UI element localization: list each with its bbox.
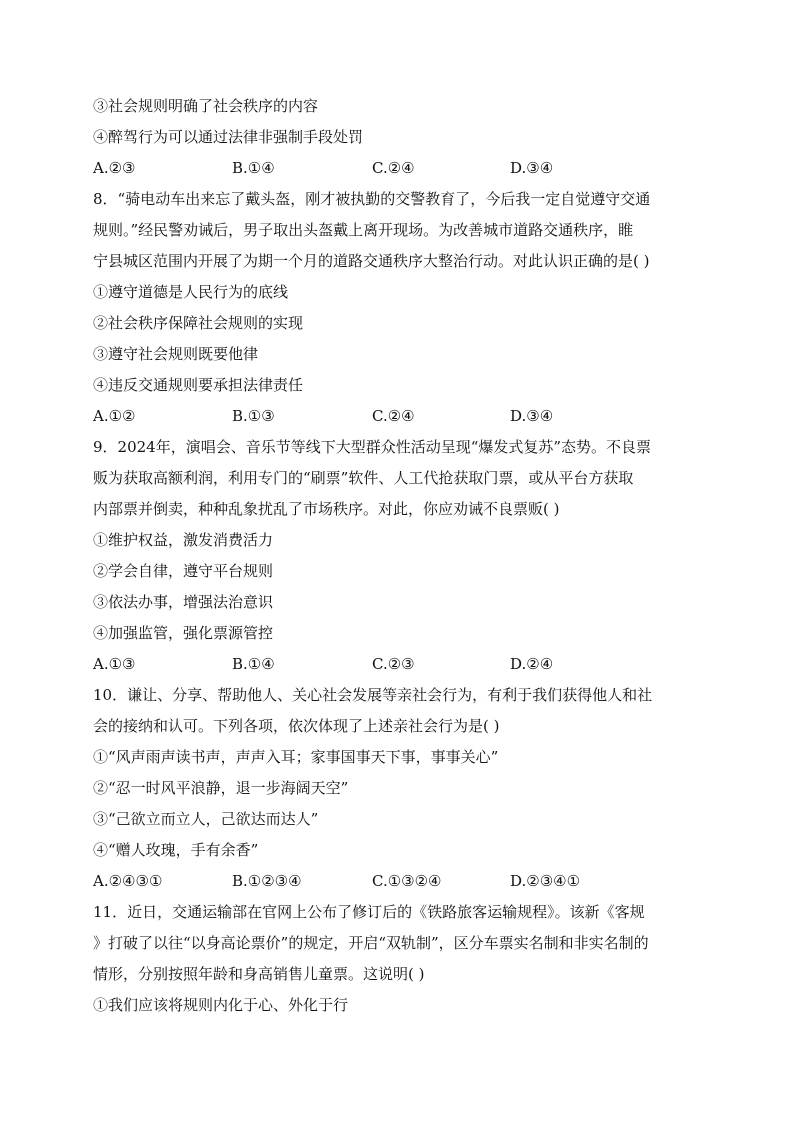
q10-statement-3: ③“己欲立而立人，己欲达而达人” bbox=[93, 810, 319, 828]
q9-stem-line-2: 贩为获取高额利润，利用专门的“刷票”软件、人工代抢获取门票，或从平台方获取 bbox=[93, 469, 634, 487]
q7-option-d[interactable]: D.③④ bbox=[510, 159, 554, 177]
q11-stem-line-3: 情形，分别按照年龄和身高销售儿童票。这说明( ) bbox=[93, 965, 425, 983]
q8-stem-line-1: 8．“骑电动车出来忘了戴头盔，刚才被执勤的交警教育了，今后我一定自觉遵守交通 bbox=[93, 190, 651, 208]
q10-option-d[interactable]: D.②③④① bbox=[510, 872, 581, 890]
q9-stem-line-3: 内部票并倒卖，种种乱象扰乱了市场秩序。对此，你应劝诫不良票贩( ) bbox=[93, 500, 560, 518]
q8-statement-1: ①遵守道德是人民行为的底线 bbox=[93, 283, 289, 301]
q9-stem-line-1: 9．2024年，演唱会、音乐节等线下大型群众性活动呈现“爆发式复苏”态势。不良票 bbox=[93, 438, 652, 456]
q10-statement-2: ②“忍一时风平浪静，退一步海阔天空” bbox=[93, 779, 349, 797]
q8-statement-4: ④违反交通规则要承担法律责任 bbox=[93, 376, 304, 394]
q9-option-d[interactable]: D.②④ bbox=[510, 655, 554, 673]
q9-option-b[interactable]: B.①④ bbox=[232, 655, 275, 673]
q8-option-b[interactable]: B.①③ bbox=[232, 407, 275, 425]
q9-option-a[interactable]: A.①③ bbox=[93, 655, 136, 673]
q8-option-c[interactable]: C.②④ bbox=[372, 407, 415, 425]
q9-options bbox=[93, 654, 713, 674]
q8-stem-line-3: 宁县城区范围内开展了为期一个月的道路交通秩序大整治行动。对此认识正确的是( ) bbox=[93, 252, 650, 270]
q7-option-c[interactable]: C.②④ bbox=[372, 159, 415, 177]
q10-statement-1: ①“风声雨声读书声，声声入耳；家事国事天下事，事事关心” bbox=[93, 748, 499, 766]
q7-options bbox=[93, 158, 713, 178]
q8-stem-line-2: 规则。”经民警劝诫后，男子取出头盔戴上离开现场。为改善城市道路交通秩序，睢 bbox=[93, 221, 634, 239]
q9-statement-2: ②学会自律，遵守平台规则 bbox=[93, 562, 274, 580]
q11-statement-1: ①我们应该将规则内化于心、外化于行 bbox=[93, 996, 349, 1014]
q10-statement-4: ④“赠人玫瑰，手有余香” bbox=[93, 841, 259, 859]
q9-option-c[interactable]: C.②③ bbox=[372, 655, 415, 673]
q8-option-d[interactable]: D.③④ bbox=[510, 407, 554, 425]
q10-stem-line-2: 会的接纳和认可。下列各项，依次体现了上述亲社会行为是( ) bbox=[93, 717, 500, 735]
q11-stem-line-2: 》打破了以往“以身高论票价”的规定，开启“双轨制”，区分车票实名制和非实名制的 bbox=[93, 934, 649, 952]
q7-statement-4: ④醉驾行为可以通过法律非强制手段处罚 bbox=[93, 128, 364, 146]
q8-statement-3: ③遵守社会规则既要他律 bbox=[93, 345, 259, 363]
q7-statement-3: ③社会规则明确了社会秩序的内容 bbox=[93, 97, 319, 115]
q10-options bbox=[93, 871, 713, 891]
q10-stem-line-1: 10．谦让、分享、帮助他人、关心社会发展等亲社会行为，有利于我们获得他人和社 bbox=[93, 686, 653, 704]
q7-option-b[interactable]: B.①④ bbox=[232, 159, 275, 177]
q9-statement-4: ④加强监管，强化票源管控 bbox=[93, 624, 274, 642]
q7-option-a[interactable]: A.②③ bbox=[93, 159, 136, 177]
q8-option-a[interactable]: A.①② bbox=[93, 407, 136, 425]
q8-options bbox=[93, 406, 713, 426]
q10-option-c[interactable]: C.①③②④ bbox=[372, 872, 442, 890]
q9-statement-3: ③依法办事，增强法治意识 bbox=[93, 593, 274, 611]
q9-statement-1: ①维护权益，激发消费活力 bbox=[93, 531, 274, 549]
q10-option-b[interactable]: B.①②③④ bbox=[232, 872, 302, 890]
q11-stem-line-1: 11．近日，交通运输部在官网上公布了修订后的《铁路旅客运输规程》。该新《客规 bbox=[93, 903, 645, 921]
q8-statement-2: ②社会秩序保障社会规则的实现 bbox=[93, 314, 304, 332]
q10-option-a[interactable]: A.②④③① bbox=[93, 872, 163, 890]
